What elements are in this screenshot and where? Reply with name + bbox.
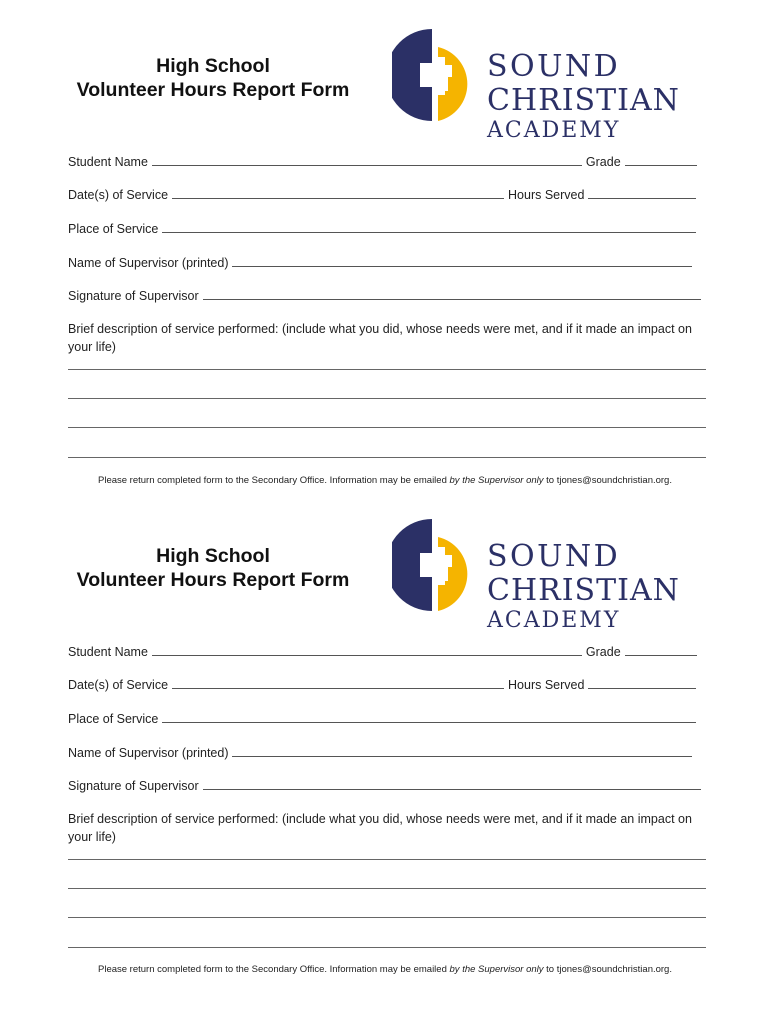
hours-label: Hours Served: [508, 188, 585, 202]
supervisor-name-label: Name of Supervisor (printed): [68, 746, 229, 760]
footer-emphasis: by the Supervisor only: [449, 964, 544, 975]
footer-email: to tjones@soundchristian.org.: [546, 964, 672, 975]
description-line[interactable]: [68, 427, 706, 428]
description-line[interactable]: [68, 369, 706, 370]
place-field[interactable]: [162, 221, 696, 233]
footer-text: Please return completed form to the Secondary Office. Information may be emailed: [98, 964, 447, 975]
dates-row: [68, 187, 708, 203]
description-line[interactable]: [68, 398, 706, 399]
description-line[interactable]: [68, 859, 706, 860]
logo-text-academy: ACADEMY: [487, 118, 621, 143]
title-line-2: Volunteer Hours Report Form: [76, 569, 350, 591]
dates-field[interactable]: [172, 677, 504, 689]
logo-text-christian: CHRISTIAN: [487, 573, 680, 608]
logo-text-sound: SOUND: [487, 49, 621, 84]
description-line[interactable]: [68, 888, 706, 889]
logo-text-academy: ACADEMY: [487, 608, 621, 633]
supervisor-name-row: [68, 745, 708, 761]
description-prompt: Brief description of service performed: (include what you did, whose needs were met, and if it made an impact on your life): [68, 322, 692, 354]
return-instructions: [0, 964, 770, 975]
place-row: [68, 221, 708, 237]
supervisor-name-field[interactable]: [232, 745, 692, 757]
footer-email: to tjones@soundchristian.org.: [546, 475, 672, 486]
student-name-field[interactable]: [152, 644, 582, 656]
title-line-2: Volunteer Hours Report Form: [76, 79, 350, 101]
grade-label: Grade: [585, 155, 621, 169]
form-title: [68, 54, 358, 102]
title-line-1: High School: [156, 545, 270, 567]
dates-label: Date(s) of Service: [68, 188, 169, 202]
student-name-label: Student Name: [68, 645, 148, 659]
dates-field[interactable]: [172, 187, 504, 199]
title-line-1: High School: [156, 55, 270, 77]
grade-label: Grade: [585, 645, 621, 659]
student-name-label: Student Name: [68, 155, 148, 169]
signature-row: [68, 778, 708, 794]
return-instructions: [0, 475, 770, 486]
supervisor-name-field[interactable]: [232, 255, 692, 267]
supervisor-name-label: Name of Supervisor (printed): [68, 256, 229, 270]
grade-field[interactable]: [625, 154, 697, 166]
cross-emblem-icon: [392, 519, 482, 611]
signature-field[interactable]: [203, 288, 701, 300]
signature-row: [68, 288, 708, 304]
signature-label: Signature of Supervisor: [68, 779, 199, 793]
place-label: Place of Service: [68, 222, 159, 236]
footer-text: Please return completed form to the Secondary Office. Information may be emailed: [98, 475, 447, 486]
student-name-row: [68, 154, 708, 170]
hours-label: Hours Served: [508, 678, 585, 692]
school-logo: [392, 519, 712, 639]
student-name-field[interactable]: [152, 154, 582, 166]
student-name-row: [68, 644, 708, 660]
footer-emphasis: by the Supervisor only: [449, 475, 544, 486]
place-row: [68, 711, 708, 727]
description-line[interactable]: [68, 947, 706, 948]
description-line[interactable]: [68, 917, 706, 918]
school-logo: [392, 29, 712, 149]
grade-field[interactable]: [625, 644, 697, 656]
description-prompt: Brief description of service performed: (include what you did, whose needs were met, and if it made an impact on your life): [68, 812, 692, 844]
logo-text-christian: CHRISTIAN: [487, 83, 680, 118]
volunteer-form-1: [0, 0, 770, 490]
dates-row: [68, 677, 708, 693]
hours-field[interactable]: [588, 677, 696, 689]
volunteer-form-2: [0, 490, 770, 980]
place-label: Place of Service: [68, 712, 159, 726]
form-title: [68, 544, 358, 592]
signature-field[interactable]: [203, 778, 701, 790]
description-line[interactable]: [68, 457, 706, 458]
place-field[interactable]: [162, 711, 696, 723]
hours-field[interactable]: [588, 187, 696, 199]
signature-label: Signature of Supervisor: [68, 289, 199, 303]
dates-label: Date(s) of Service: [68, 678, 169, 692]
logo-text-sound: SOUND: [487, 539, 621, 574]
cross-emblem-icon: [392, 29, 482, 121]
supervisor-name-row: [68, 255, 708, 271]
